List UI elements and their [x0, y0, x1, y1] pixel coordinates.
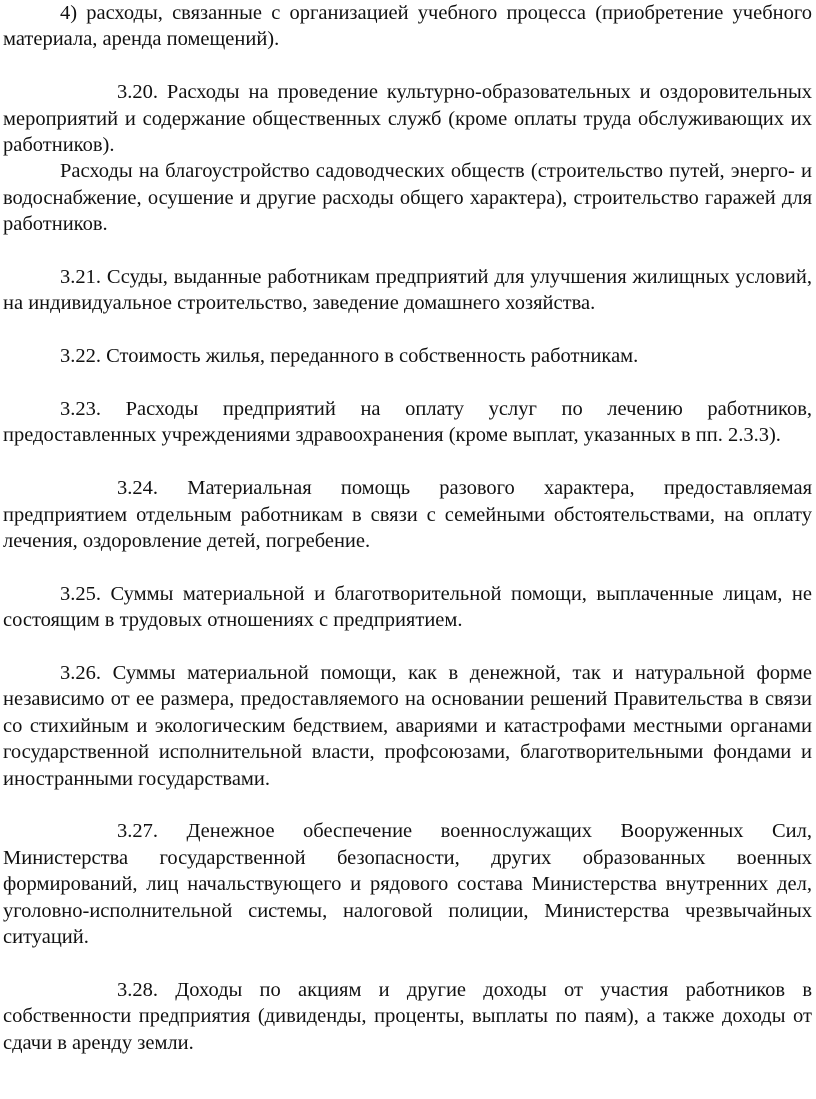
paragraph-3-20-continued — [3, 158, 812, 237]
paragraph-text: Ссуды, выданные работникам предприятий для улучшения жилищных условий, на индивидуальное строительство, заведение домашнего хозяйства. — [3, 266, 812, 315]
paragraph-text: Стоимость жилья, переданного в собственность работникам. — [106, 345, 639, 368]
paragraph-number: 3.26. — [60, 662, 101, 685]
paragraph-text: Доходы по акциям и другие доходы от участия работников в собственности предприятия (дивиденды, проценты, выплаты по паям), а также доходы от сдачи в аренду земли. — [3, 978, 813, 1054]
paragraph-gap — [3, 370, 812, 396]
paragraph-gap — [3, 554, 812, 580]
paragraph-number: 3.28. — [117, 978, 158, 1001]
paragraph-gap — [3, 792, 812, 818]
paragraph-item-4 — [3, 0, 812, 53]
paragraph-3-25 — [3, 581, 812, 634]
paragraph-3-24 — [3, 475, 812, 554]
paragraph-text: Расходы на благоустройство садоводческих обществ (строительство путей, энерго- и водоснабжение, осушение и другие расходы общего характера), строительство гаражей для работников. — [3, 160, 812, 236]
paragraph-3-27 — [3, 818, 812, 950]
paragraph-gap — [3, 317, 812, 343]
paragraph-3-21 — [3, 264, 812, 317]
paragraph-gap — [3, 53, 812, 79]
paragraph-text: Расходы на проведение культурно-образовательных и оздоровительных мероприятий и содержание общественных служб (кроме оплаты труда обслуживающих их работников). — [3, 81, 812, 157]
paragraph-gap — [3, 238, 812, 264]
paragraph-number: 3.24. — [117, 477, 158, 500]
paragraph-3-28 — [3, 977, 812, 1056]
paragraph-number: 3.27. — [117, 820, 158, 843]
paragraph-3-20 — [3, 79, 812, 158]
paragraph-gap — [3, 951, 812, 977]
paragraph-3-22 — [3, 343, 812, 369]
paragraph-3-26 — [3, 660, 812, 792]
paragraph-number: 3.21. — [60, 266, 101, 289]
paragraph-number: 3.20. — [117, 81, 158, 104]
paragraph-text: Расходы предприятий на оплату услуг по лечению работников, предоставленных учреждениями здравоохранения (кроме выплат, указанных в пп. 2.3.3). — [3, 398, 812, 447]
paragraph-text: Материальная помощь разового характера, предоставляемая предприятием отдельным работникам в связи с семейными обстоятельствами, на оплату лечения, оздоровление детей, погребение. — [3, 477, 812, 553]
paragraph-3-23 — [3, 396, 812, 449]
paragraph-gap — [3, 449, 812, 475]
paragraph-text: Суммы материальной помощи, как в денежной, так и натуральной форме независимо от ее размера, предоставляемого на основании решений Правительства в связи со стихийным и экологическим бедствием, авариями и катастрофами местными органами государственной исполнительной власти, профсоюзами, благотворительными фондами и иностранными государствами. — [3, 662, 813, 790]
paragraph-number: 3.22. — [60, 345, 101, 368]
paragraph-gap — [3, 634, 812, 660]
paragraph-text: 4) расходы, связанные с организацией учебного процесса (приобретение учебного материала, аренда помещений). — [3, 2, 812, 51]
paragraph-text: Суммы материальной и благотворительной помощи, выплаченные лицам, не состоящим в трудовых отношениях с предприятием. — [3, 582, 812, 632]
paragraph-text: Денежное обеспечение военнослужащих Вооруженных Сил, Министерства государственной безопасности, других образованных военных формирований, лиц начальствующего и рядового состава Министерства внутренних дел, уголовно-исполнительной системы, налоговой полиции, Министерства чрезвычайных ситуаций. — [3, 820, 812, 949]
paragraph-number: 3.23. — [60, 398, 101, 421]
paragraph-number: 3.25. — [60, 582, 101, 605]
